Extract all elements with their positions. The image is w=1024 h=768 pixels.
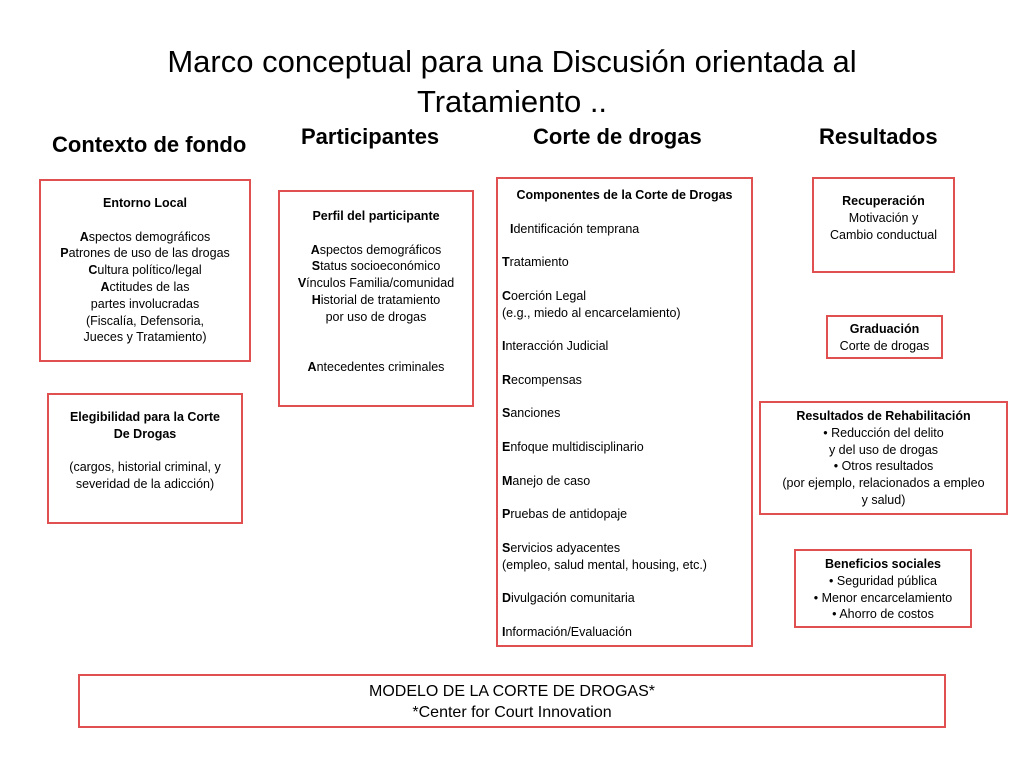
elegibilidad-heading: Elegibilidad para la Corte xyxy=(69,410,221,424)
graduacion-heading: Graduación xyxy=(849,322,920,336)
recuperacion-box xyxy=(812,177,955,273)
footer-box xyxy=(78,674,946,728)
rehabilitacion-line: • Otros resultados xyxy=(833,459,934,474)
componente-item: Servicios adyacentes xyxy=(502,540,621,555)
perfil-line: por uso de drogas xyxy=(325,309,427,324)
entorno-item: Cultura político/legal xyxy=(88,263,202,278)
componente-item: Pruebas de antidopaje xyxy=(502,507,628,522)
rehabilitacion-line: • Reducción del delito xyxy=(823,425,944,440)
componente-item: Divulgación comunitaria xyxy=(502,591,635,606)
title-line-1: Marco conceptual para una Discusión orientada al xyxy=(167,44,857,79)
rehabilitacion-line: y del uso de drogas xyxy=(828,442,939,457)
componente-item: Manejo de caso xyxy=(502,473,591,488)
componentes-corte-box xyxy=(496,177,753,647)
rehabilitacion-heading: Resultados de Rehabilitación xyxy=(796,409,971,423)
entorno-heading: Entorno Local xyxy=(102,196,188,210)
beneficios-line: • Ahorro de costos xyxy=(832,607,934,622)
componente-item: Sanciones xyxy=(502,406,561,421)
recuperacion-line: Motivación y xyxy=(848,210,919,225)
entorno-item: Actitudes de las xyxy=(100,279,190,294)
rehabilitacion-box xyxy=(759,401,1008,515)
entorno-line: partes involucradas xyxy=(90,296,200,311)
graduacion-line: Corte de drogas xyxy=(839,338,930,353)
entorno-line: Jueces y Tratamiento) xyxy=(83,330,207,345)
graduacion-box xyxy=(826,315,943,359)
beneficios-heading: Beneficios sociales xyxy=(824,557,942,571)
elegibilidad-heading: De Drogas xyxy=(113,426,177,441)
entorno-line: (Fiscalía, Defensoria, xyxy=(85,313,205,328)
componentes-heading: Componentes de la Corte de Drogas xyxy=(516,188,733,202)
perfil-item: Aspectos demográficos xyxy=(310,242,442,257)
column-header-participantes: Participantes xyxy=(301,124,440,149)
entorno-local-box xyxy=(39,179,251,362)
column-header-contexto: Contexto de fondo xyxy=(52,132,247,157)
perfil-item: Historial de tratamiento xyxy=(311,292,441,307)
entorno-item: Aspectos demográficos xyxy=(79,229,211,244)
recuperacion-heading: Recuperación xyxy=(842,194,925,208)
title-line-2: Tratamiento .. xyxy=(416,84,608,119)
beneficios-line: • Seguridad pública xyxy=(829,573,937,588)
entorno-item: Patrones de uso de las drogas xyxy=(60,246,230,261)
elegibilidad-box xyxy=(47,393,243,524)
componente-item: Interacción Judicial xyxy=(502,339,609,354)
beneficios-box xyxy=(794,549,972,628)
componente-extra: (empleo, salud mental, housing, etc.) xyxy=(502,557,707,572)
componente-item: Identificación temprana xyxy=(510,221,640,236)
footer-line-2: *Center for Court Innovation xyxy=(412,704,612,721)
perfil-item: Vínculos Familia/comunidad xyxy=(297,276,455,291)
beneficios-line: • Menor encarcelamiento xyxy=(813,590,953,605)
componente-item: Tratamiento xyxy=(502,255,569,270)
componente-item: Enfoque multidisciplinario xyxy=(502,439,644,454)
elegibilidad-line: (cargos, historial criminal, y xyxy=(69,460,221,475)
componente-extra: (e.g., miedo al encarcelamiento) xyxy=(502,305,681,320)
perfil-item: Status socioeconómico xyxy=(311,259,441,274)
recuperacion-line: Cambio conductual xyxy=(829,227,937,242)
perfil-participante-box xyxy=(278,190,474,407)
slide-title xyxy=(60,42,964,122)
componente-item: Recompensas xyxy=(502,372,582,387)
rehabilitacion-line: y salud) xyxy=(861,492,906,507)
componente-item: Información/Evaluación xyxy=(502,624,632,639)
componente-item: Coerción Legal xyxy=(502,288,587,303)
rehabilitacion-line: (por ejemplo, relacionados a empleo xyxy=(782,476,985,491)
elegibilidad-line: severidad de la adicción) xyxy=(75,477,215,492)
footer-line-1: MODELO DE LA CORTE DE DROGAS* xyxy=(369,683,655,700)
column-header-resultados: Resultados xyxy=(819,124,938,149)
perfil-heading: Perfil del participante xyxy=(312,209,440,223)
column-header-corte: Corte de drogas xyxy=(533,124,702,149)
perfil-item: Antecedentes criminales xyxy=(307,360,445,375)
